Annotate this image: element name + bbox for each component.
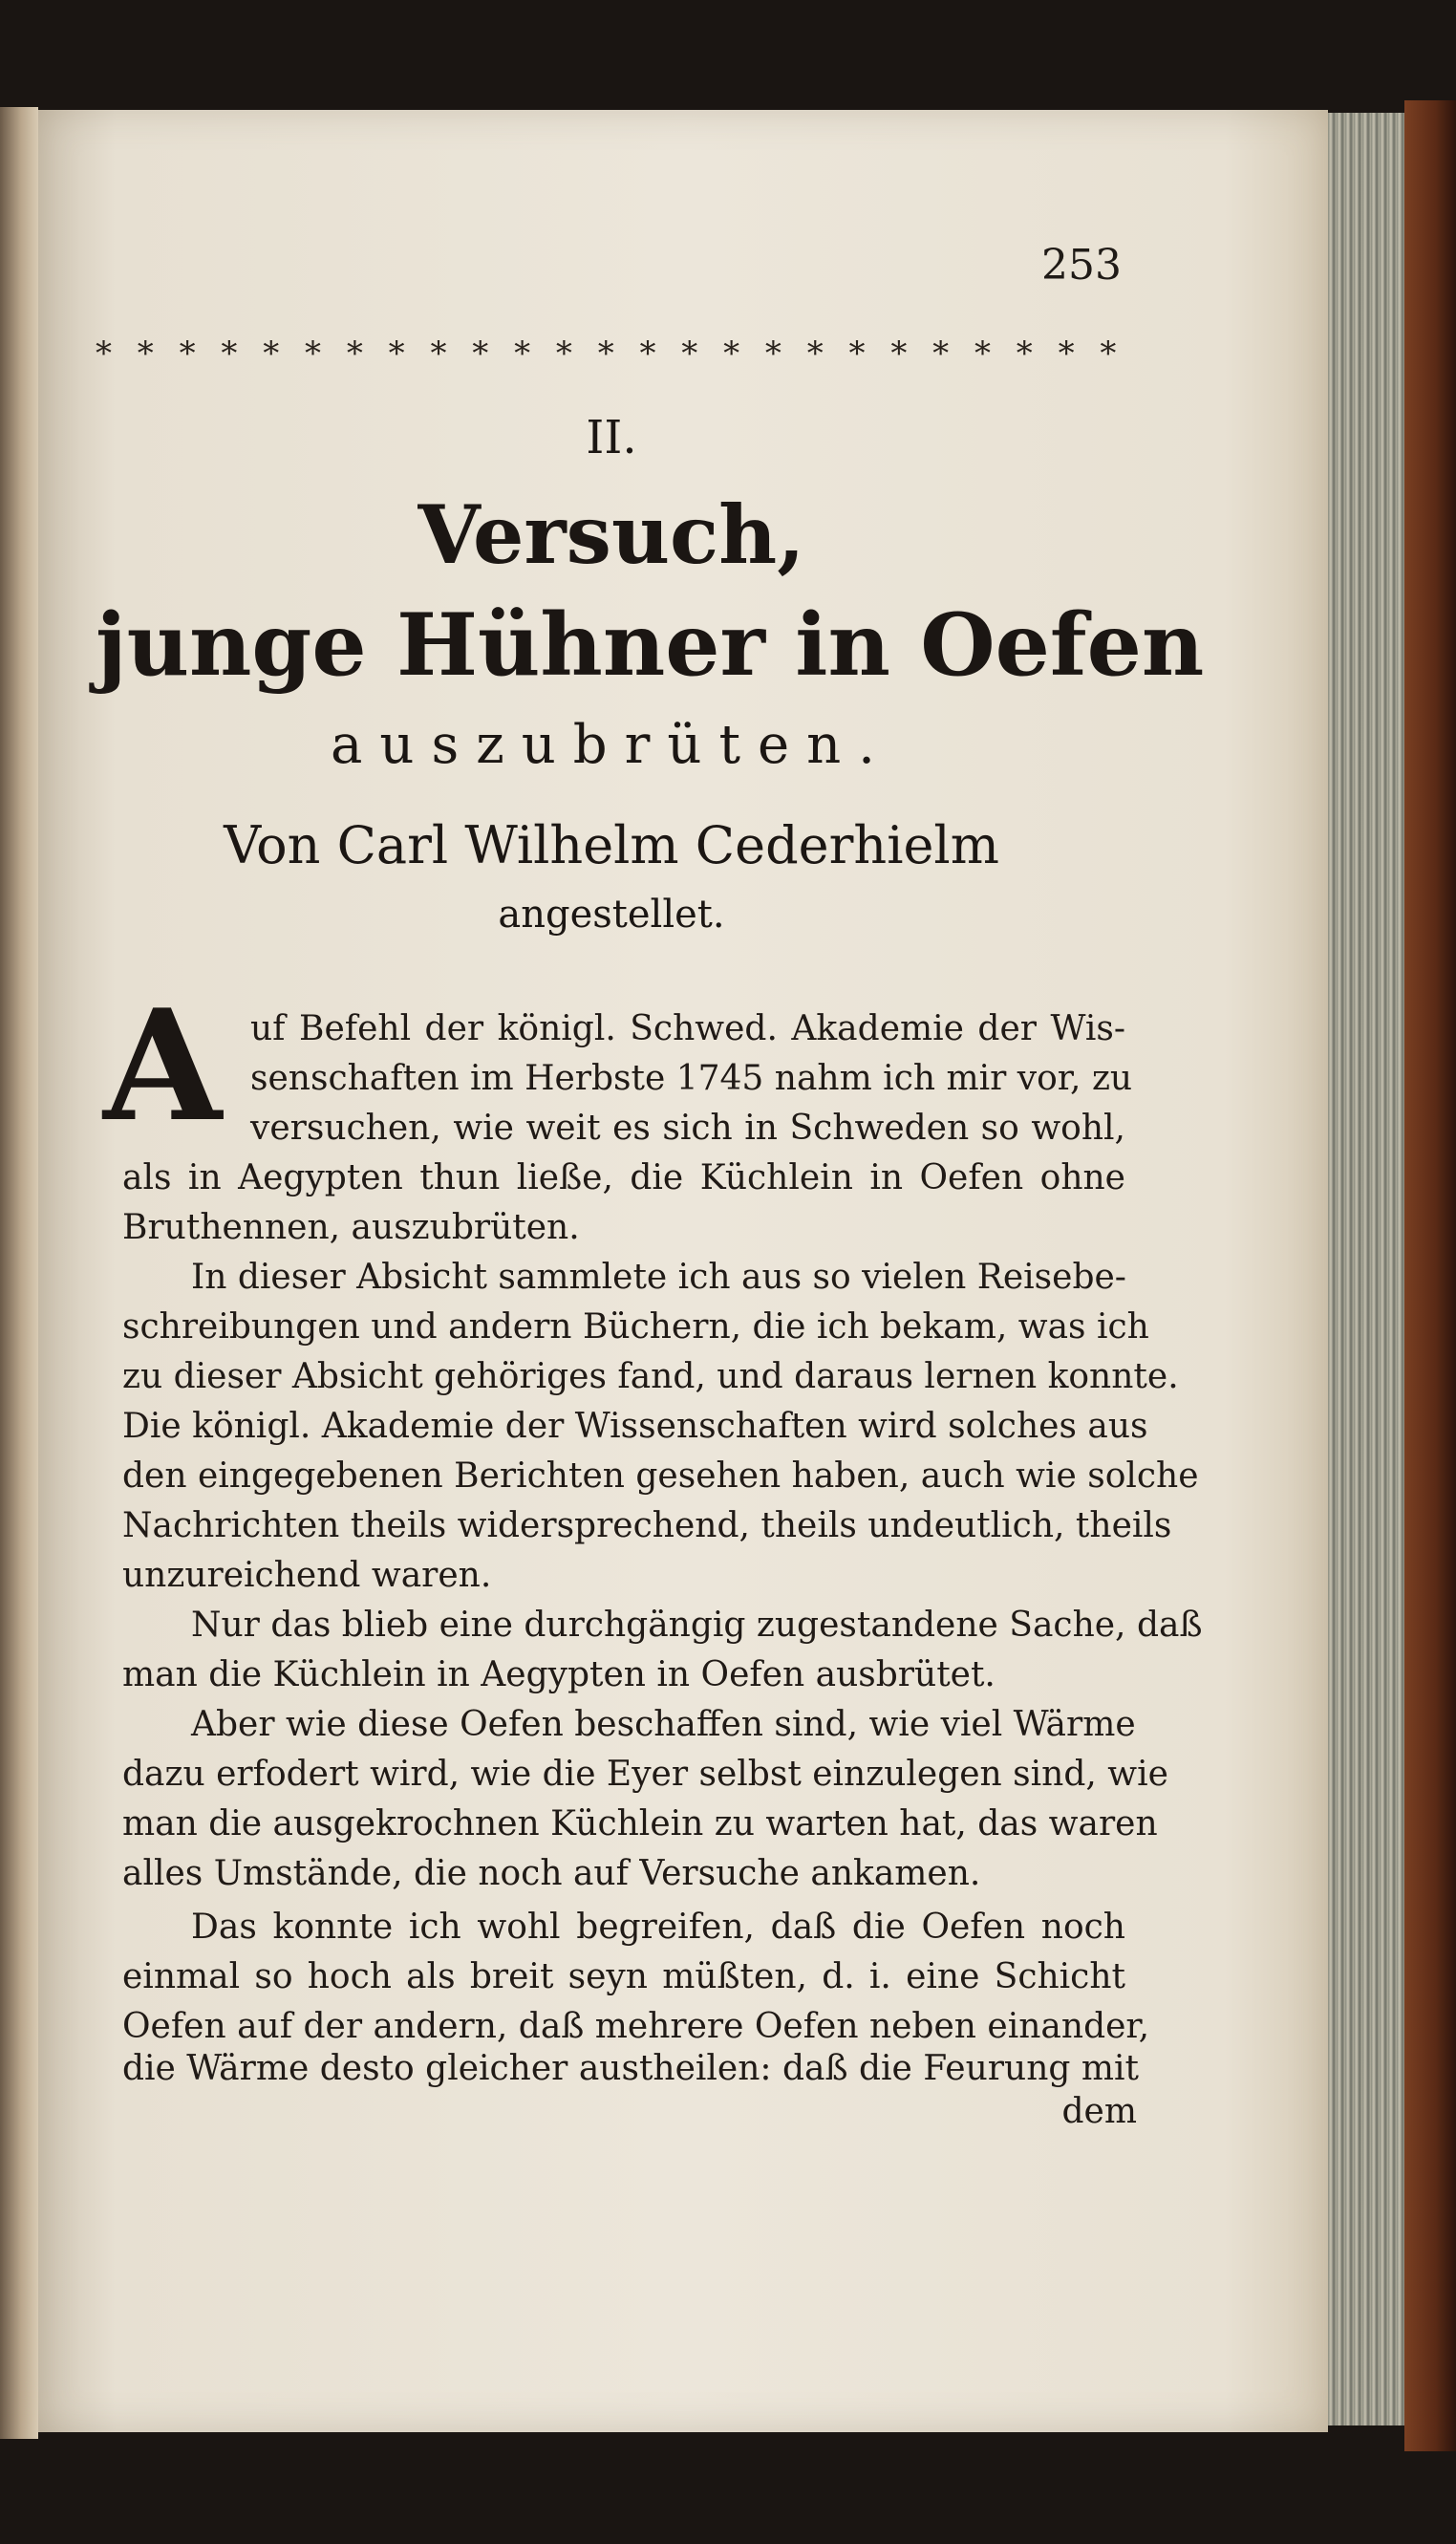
- body-line: als in Aegypten thun ließe, die Küchlein in Oefen ohne: [122, 1158, 1125, 1197]
- body-line: dazu erfodert wird, wie die Eyer selbst einzulegen sind, wie: [122, 1755, 1168, 1794]
- page-number: 253: [1041, 241, 1122, 290]
- author-line: Von Carl Wilhelm Cederhielm: [224, 815, 999, 875]
- body-line: Aber wie diese Oefen beschaffen sind, wie viel Wärme: [191, 1705, 1136, 1744]
- catchword: dem: [1061, 2092, 1137, 2131]
- title-line-1: Versuch,: [418, 487, 805, 582]
- body-line: einmal so hoch als breit seyn müßten, d. i. eine Schicht: [122, 1957, 1125, 1996]
- title-line-3: auszubrüten.: [331, 714, 892, 776]
- body-line: Die königl. Akademie der Wissenschaften wird solches aus: [122, 1407, 1148, 1446]
- body-line: schreibungen und andern Büchern, die ich bekam, was ich: [122, 1307, 1149, 1347]
- body-line: zu dieser Absicht gehöriges fand, und daraus lernen konnte.: [122, 1357, 1179, 1396]
- ornamental-rule: * * * * * * * * * * * * * * * * * * * * * * * * *: [96, 334, 1124, 373]
- body-line: alles Umstände, die noch auf Versuche ankamen.: [122, 1854, 981, 1893]
- body-line: In dieser Absicht sammlete ich aus so vielen Reisebe-: [191, 1258, 1126, 1297]
- body-line: unzureichend waren.: [122, 1556, 492, 1595]
- body-line: uf Befehl der königl. Schwed. Akademie der Wis-: [250, 1009, 1125, 1048]
- body-line: Das konnte ich wohl begreifen, daß die Oefen noch: [191, 1908, 1125, 1947]
- body-line: man die Küchlein in Aegypten in Oefen ausbrütet.: [122, 1655, 996, 1694]
- drop-cap: A: [103, 976, 223, 1155]
- body-line: versuchen, wie weit es sich in Schweden so wohl,: [250, 1109, 1125, 1148]
- body-line: die Wärme desto gleicher austheilen: daß die Feurung mit: [122, 2049, 1139, 2088]
- body-line: Nachrichten theils widersprechend, theils undeutlich, theils: [122, 1506, 1172, 1545]
- body-line: den eingegebenen Berichten gesehen haben, auch wie solche: [122, 1456, 1199, 1496]
- title-line-2: junge Hühner in Oefen: [96, 594, 1205, 696]
- body-line: Oefen auf der andern, daß mehrere Oefen neben einander,: [122, 2007, 1150, 2046]
- body-line: Bruthennen, auszubrüten.: [122, 1208, 580, 1247]
- body-line: senschaften im Herbste 1745 nahm ich mir vor, zu: [250, 1059, 1133, 1098]
- body-line: man die ausgekrochnen Küchlein zu warten hat, das waren: [122, 1804, 1158, 1843]
- byline: angestellet.: [498, 893, 725, 937]
- body-line: Nur das blieb eine durchgängig zugestandene Sache, daß: [191, 1606, 1203, 1645]
- section-number: II.: [586, 411, 637, 464]
